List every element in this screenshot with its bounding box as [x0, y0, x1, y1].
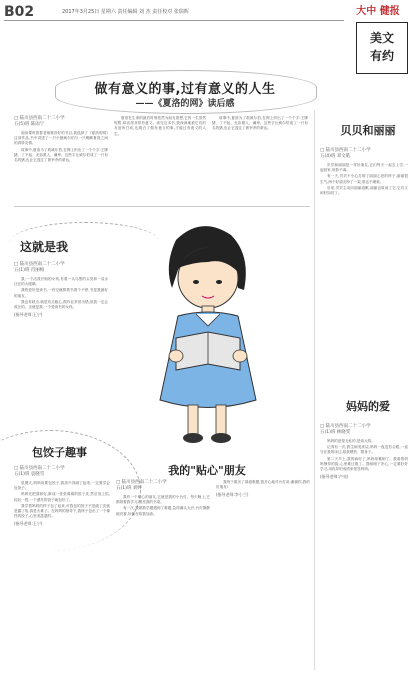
right-bottom-body: [320, 439, 408, 472]
lead-column-3: [212, 116, 308, 133]
right-top-paragraph: 贝贝和丽丽是一对好朋友,它们每天一起去上学,一起回家,形影不离。: [320, 163, 408, 173]
right-bottom-paragraph: 记得有一次,我生病发高烧,妈妈一夜没有合眼,一直守在我的床边,给我喂药、擦身子。: [320, 445, 408, 455]
newspaper-logo: 大中 健报: [356, 6, 400, 17]
right-bottom-paragraph: 妈妈的爱是无私的,是伟大的。: [327, 439, 375, 443]
lead-separator: [14, 206, 310, 207]
lead-paragraph: 夏洛在生命的最后时刻依然为朋友着想,它的一生虽然短暂,却活得非常有意义。读完这本书,我深深地被它们的友谊所打动,也明白了做有意义的事,才能过有意义的人生。: [114, 116, 206, 136]
center-bottom-col1: [116, 480, 210, 518]
right-top-paragraph: 有一天,贝贝不小心打碎了丽丽心爱的杯子,丽丽很生气,两个好朋友吵了一架,谁也不理谁。: [320, 174, 408, 184]
left-bottom-byline-author: 五(1)班 袁晓雪: [14, 472, 45, 477]
lead-title: 做有意义的事,过有意义的人生: [94, 82, 276, 97]
center-bottom-paragraph: 我终于做出了那道难题,我开心地对台灯说:谢谢你,我的好朋友!: [216, 480, 310, 490]
left-mid-paragraph: 我的爱好是读书,一有空就捧着书看个不停,书是我最好的朋友。: [14, 288, 108, 298]
lead-paragraph: 阅读课时看着老师推荐好的书目,我选择了《夏洛的网》这部作品,书中讲述了一只小猪威尔伯与一只蜘蛛夏洛之间的真挚友情。: [14, 131, 108, 146]
lead-body-1: [14, 131, 108, 163]
left-mid-body: [14, 277, 108, 310]
left-bottom-title: 包饺子趣事: [32, 446, 87, 459]
center-bottom-paragraph: 有一次,我做数学题遇到了难题,急得满头大汗,台灯静静地亮着,好像在给我加油。: [116, 506, 210, 516]
center-bottom-body-1: [116, 495, 210, 517]
right-bottom-byline-author: 五(1)班 林晓雯: [320, 430, 351, 435]
right-bottom-paragraph: 第二天早上,我的病好了,妈妈却累倒了。我看着妈妈憔悴的脸,心里难过极了。我暗暗下决心,一定要好好学习,用优异的成绩来报答妈妈。: [320, 456, 408, 472]
right-top-title: 贝贝和丽丽: [340, 124, 396, 137]
left-bottom-byline-school: □ 陆川县西南二十二小学: [14, 466, 65, 471]
right-column-divider: [314, 110, 315, 670]
center-bottom-paragraph: 我有一个贴心的朋友,它就是我的小台灯。每天晚上,它都陪着我学习,照亮我的书桌。: [116, 495, 210, 505]
left-mid-paragraph: 我,一个活泼开朗的女孩,有着一头乌黑的头发和一双水汪汪的大眼睛。: [14, 277, 108, 287]
left-bottom-article: [14, 466, 110, 527]
right-top-byline-school: □ 陆川县西南二十二小学: [320, 148, 371, 153]
left-mid-title: 这就是我: [20, 240, 69, 254]
girl-reading-illustration: [116, 210, 286, 450]
center-bottom-byline-author: 五(1)班 刘婷: [116, 486, 142, 491]
left-mid-paragraph: 我也有缺点,就是有点粗心,做作业常常出错,但我一定会改正的。这就是我,一个爱读书的女孩。: [14, 299, 108, 310]
right-bottom-title: 妈妈的爱: [346, 400, 390, 413]
right-top-paragraph: 后来,贝贝主动向丽丽道歉,丽丽也原谅了它,它们又和好如初了。: [320, 185, 408, 196]
left-mid-footer: (指导老师:王宁): [14, 312, 43, 318]
right-top-body: [320, 163, 408, 196]
lead-byline-author: 五(5)班 陈雨宁: [14, 122, 45, 127]
center-bottom-body-2: [216, 480, 310, 490]
lead-paragraph: 故事中,夏洛为了救威尔伯,在网上织出了一个个字:王牌猪、了不起、光彩照人、谦卑。这些字让威尔伯成了一只有名的猪,也让它逃过了被宰杀的命运。: [14, 147, 108, 163]
center-bottom-col2: [216, 480, 310, 498]
right-top-article: [320, 148, 408, 197]
right-bottom-footer: (指导老师:卢亮): [320, 474, 349, 480]
lead-paragraph: 故事中,夏洛为了救威尔伯,在网上织出了一个个字:王牌猪、了不起、光彩照人、谦卑。这些字让威尔伯成了一只有名的猪,也让它逃过了被宰杀的命运。: [212, 116, 308, 131]
lead-byline-school: □ 陆川县西南二十二小学: [14, 116, 65, 121]
left-mid-article: [14, 262, 108, 318]
left-bottom-paragraph: 星期天,妈妈说要包饺子,我高兴得跳了起来,一定要学会包饺子。: [14, 481, 110, 491]
center-bottom-footer: (指导老师:李小兰): [216, 492, 249, 498]
left-bottom-paragraph: 我学着妈妈的样子包了起来,可我包的饺子不是破了皮就是露了馅,真是太难了。在妈妈的指导下,我终于包出了一个像样的饺子,心里美滋滋的。: [14, 503, 110, 519]
left-bottom-paragraph: 妈妈先把面和好,擀成一张张薄薄的饺子皮,然后放上馅,轻轻一捏,一个漂亮的饺子就包好了。: [14, 492, 110, 502]
column-tag-line1: 美文: [369, 31, 394, 45]
left-bottom-body: [14, 481, 110, 519]
left-bottom-footer: (指导老师:王宁): [14, 521, 43, 527]
column-tag-line2: 有约: [369, 49, 394, 63]
column-tag: [356, 22, 408, 74]
lead-body-2: [114, 116, 206, 137]
lead-column-2: [114, 116, 206, 138]
header-divider: [4, 20, 344, 21]
right-bottom-article: [320, 424, 408, 480]
left-mid-byline-school: □ 陆川县西南二十二小学: [14, 262, 65, 267]
page-code: B02: [4, 4, 35, 20]
lead-body-3: [212, 116, 308, 132]
right-top-byline-author: 五(4)班 邓文皓: [320, 154, 351, 159]
center-bottom-title: 我的"贴心"朋友: [168, 464, 246, 477]
lead-subtitle: ——《夏洛的网》读后感: [135, 99, 235, 109]
lead-column-1: [14, 116, 108, 164]
center-bottom-byline-school: □ 陆川县西南二十二小学: [116, 480, 167, 485]
date-line: 2017年3月25日 星期六 责任编辑 刘 杰 责任校对 张瑞晖: [62, 9, 189, 15]
left-mid-byline-author: 五(1)班 肖丽梅: [14, 268, 45, 273]
right-bottom-byline-school: □ 陆川县西南二十二小学: [320, 424, 371, 429]
